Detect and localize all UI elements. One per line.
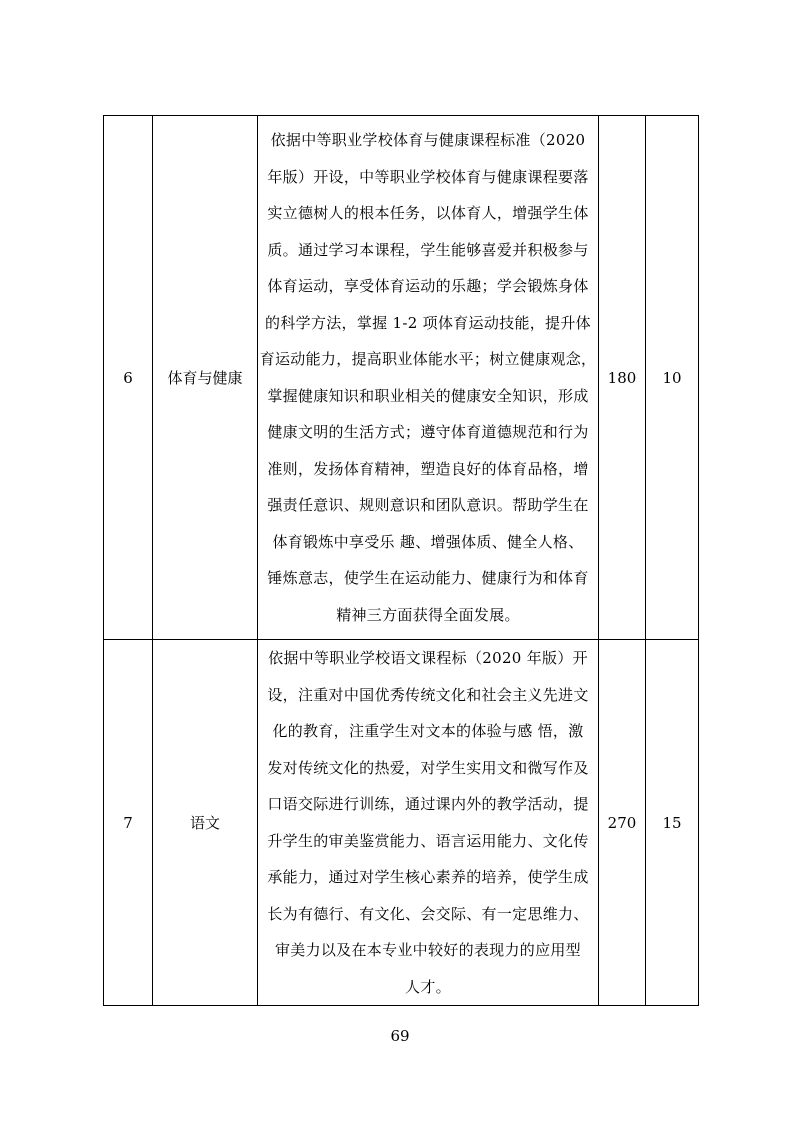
course-table (103, 115, 699, 1006)
course-description (258, 116, 599, 640)
description-line: 掌握健康知识和职业相关的健康安全知识，形成 (267, 386, 589, 405)
description-line: 长为有德行、有文化、会交际、有一定思维力、 (267, 904, 589, 923)
description-line: 健康文明的生活方式；遵守体育道德规范和行为 (267, 423, 589, 441)
course-credits: 15 (646, 640, 699, 1006)
description-line: 质。通过学习本课程，学生能够喜爱并积极参与 (267, 240, 589, 259)
course-credits: 10 (646, 116, 699, 640)
description-line: 育运动能力，提高职业体能水平；树立健康观念， (259, 350, 597, 368)
description-line: 口语交际进行训练，通过课内外的教学活动，提 (267, 795, 589, 813)
description-line: 审美力以及在本专业中较好的表现力的应用型 (274, 941, 581, 959)
description-line: 的科学方法，掌握 1-2 项体育运动技能，提升体 (265, 313, 591, 332)
description-line: 发对传统文化的热爱，对学生实用文和微写作及 (267, 758, 589, 777)
course-number: 7 (104, 640, 153, 1006)
description-line: 强责任意识、规则意识和团队意识。帮助学生在 (267, 496, 589, 514)
description-line: 升学生的审美鉴赏能力、语言运用能力、文化传 (267, 831, 589, 850)
description-line: 体育锻炼中享受乐 趣、增强体质、健全人格、 (272, 532, 584, 551)
description-line: 精神三方面获得全面发展。 (336, 605, 520, 624)
description-line: 锤炼意志，使学生在运动能力、健康行为和体育 (267, 569, 589, 587)
course-hours: 270 (599, 640, 646, 1006)
course-description (258, 640, 599, 1006)
description-line: 依据中等职业学校体育与健康课程标准（2020 (270, 131, 586, 149)
description-line: 实立德树人的根本任务，以体育人，增强学生体 (267, 204, 589, 222)
description-line: 化的教育，注重学生对文本的体验与感 悟，激 (272, 722, 584, 740)
description-line: 体育运动，享受体育运动的乐趣；学会锻炼身体 (267, 277, 589, 295)
description-line: 承能力，通过对学生核心素养的培养，使学生成 (267, 868, 589, 886)
page-number: 69 (390, 1027, 410, 1045)
course-hours: 180 (599, 116, 646, 640)
course-number: 6 (104, 116, 153, 640)
table-row (104, 116, 699, 640)
table-row (104, 640, 699, 1006)
description-line: 年版）开设，中等职业学校体育与健康课程要落 (267, 167, 589, 186)
course-name: 体育与健康 (153, 116, 258, 640)
description-line: 依据中等职业学校语文课程标（2020 年版）开 (268, 649, 588, 667)
description-line: 人才。 (405, 977, 451, 996)
description-line: 设，注重对中国优秀传统文化和社会主义先进文 (267, 685, 589, 704)
description-line: 准则，发扬体育精神，塑造良好的体育品格，增 (267, 459, 589, 478)
course-name: 语文 (153, 640, 258, 1006)
